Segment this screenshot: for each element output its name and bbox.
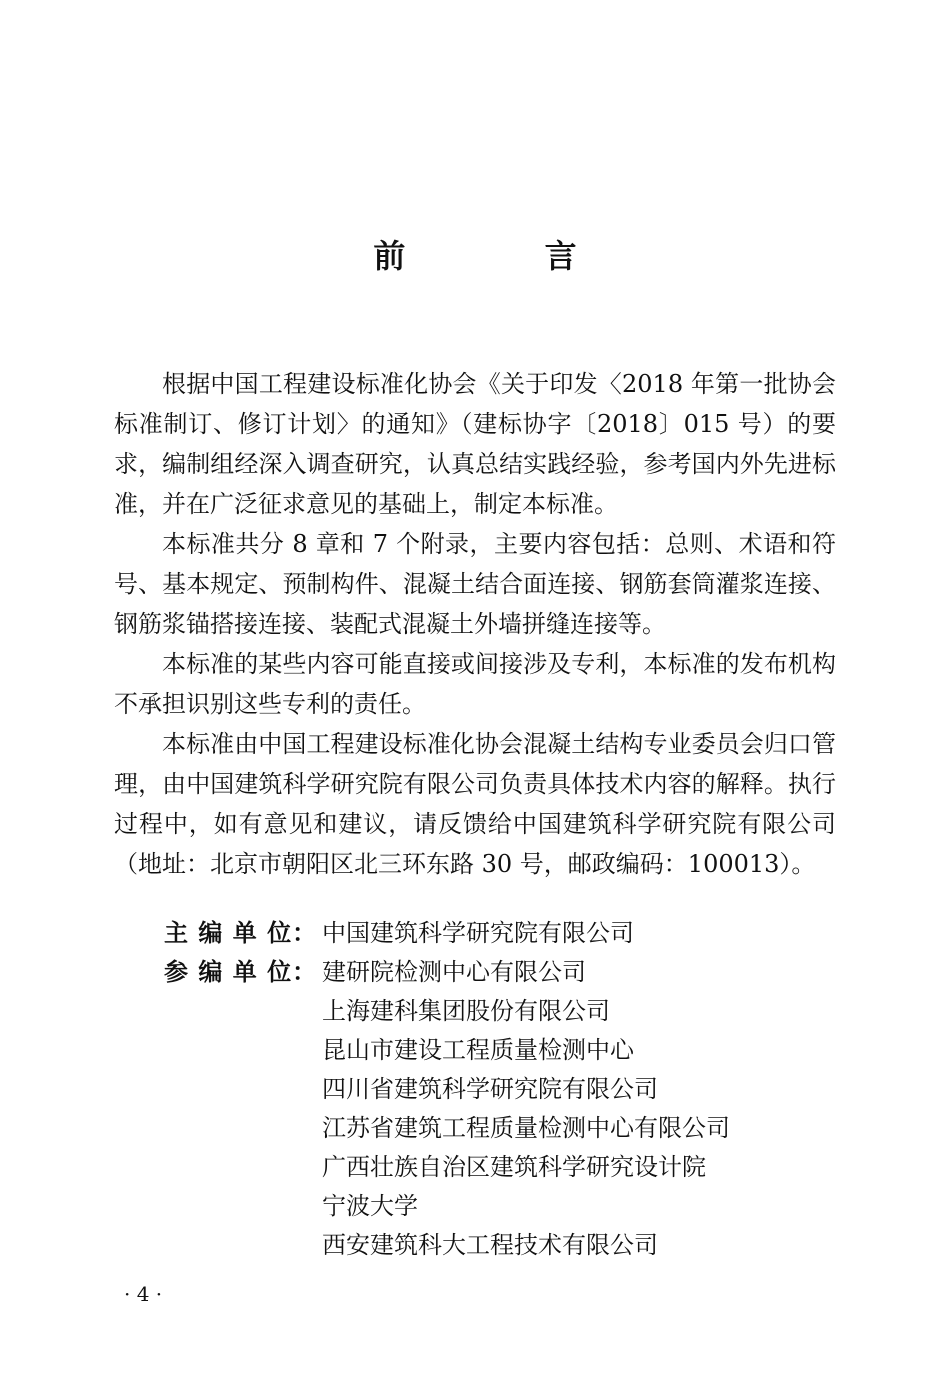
participating-unit-name: 西安建筑科大工程技术有限公司 — [322, 1231, 658, 1259]
participating-unit-name: 广西壮族自治区建筑科学研究设计院 — [322, 1153, 706, 1181]
chief-unit-list — [322, 914, 836, 953]
participating-unit-name: 四川省建筑科学研究院有限公司 — [322, 1075, 658, 1103]
preface-paragraph-2: 本标准共分 8 章和 7 个附录，主要内容包括：总则、术语和符号、基本规定、预制构件、混凝土结合面连接、钢筋套筒灌浆连接、钢筋浆锚搭接连接、装配式混凝土外墙拼缝连接等。 — [114, 530, 836, 638]
chief-unit-label: 主 编 单 位： — [164, 919, 318, 947]
participating-unit-name: 昆山市建设工程质量检测中心 — [322, 1036, 634, 1064]
preface-paragraph-1: 根据中国工程建设标准化协会《关于印发〈2018 年第一批协会标准制订、修订计划〉的通知》（建标协字〔2018〕015 号）的要求，编制组经深入调查研究，认真总结实践经验，参考国内外先进标准，并在广泛征求意见的基础上，制定本标准。 — [114, 370, 836, 518]
chief-unit-row — [114, 914, 836, 953]
participating-unit-row — [114, 953, 836, 1265]
participating-unit-list — [322, 953, 836, 1265]
participating-unit-name: 建研院检测中心有限公司 — [322, 958, 586, 986]
preface-paragraph-3: 本标准的某些内容可能直接或间接涉及专利，本标准的发布机构不承担识别这些专利的责任。 — [114, 650, 836, 718]
participating-unit-name: 上海建科集团股份有限公司 — [322, 997, 610, 1025]
preface-paragraph-4: 本标准由中国工程建设标准化协会混凝土结构专业委员会归口管理，由中国建筑科学研究院有限公司负责具体技术内容的解释。执行过程中，如有意见和建议，请反馈给中国建筑科学研究院有限公司（地址：北京市朝阳区北三环东路 30 号，邮政编码：100013）。 — [114, 730, 836, 878]
preface-body — [114, 364, 836, 884]
participating-unit-name: 宁波大学 — [322, 1192, 418, 1220]
page-number: · 4 · — [124, 1282, 163, 1306]
page-title: 前 言 — [373, 237, 641, 275]
chief-unit-name: 中国建筑科学研究院有限公司 — [322, 919, 634, 947]
participating-unit-name: 江苏省建筑工程质量检测中心有限公司 — [322, 1114, 730, 1142]
participating-unit-label: 参 编 单 位： — [164, 958, 318, 986]
units-section — [114, 914, 836, 1265]
